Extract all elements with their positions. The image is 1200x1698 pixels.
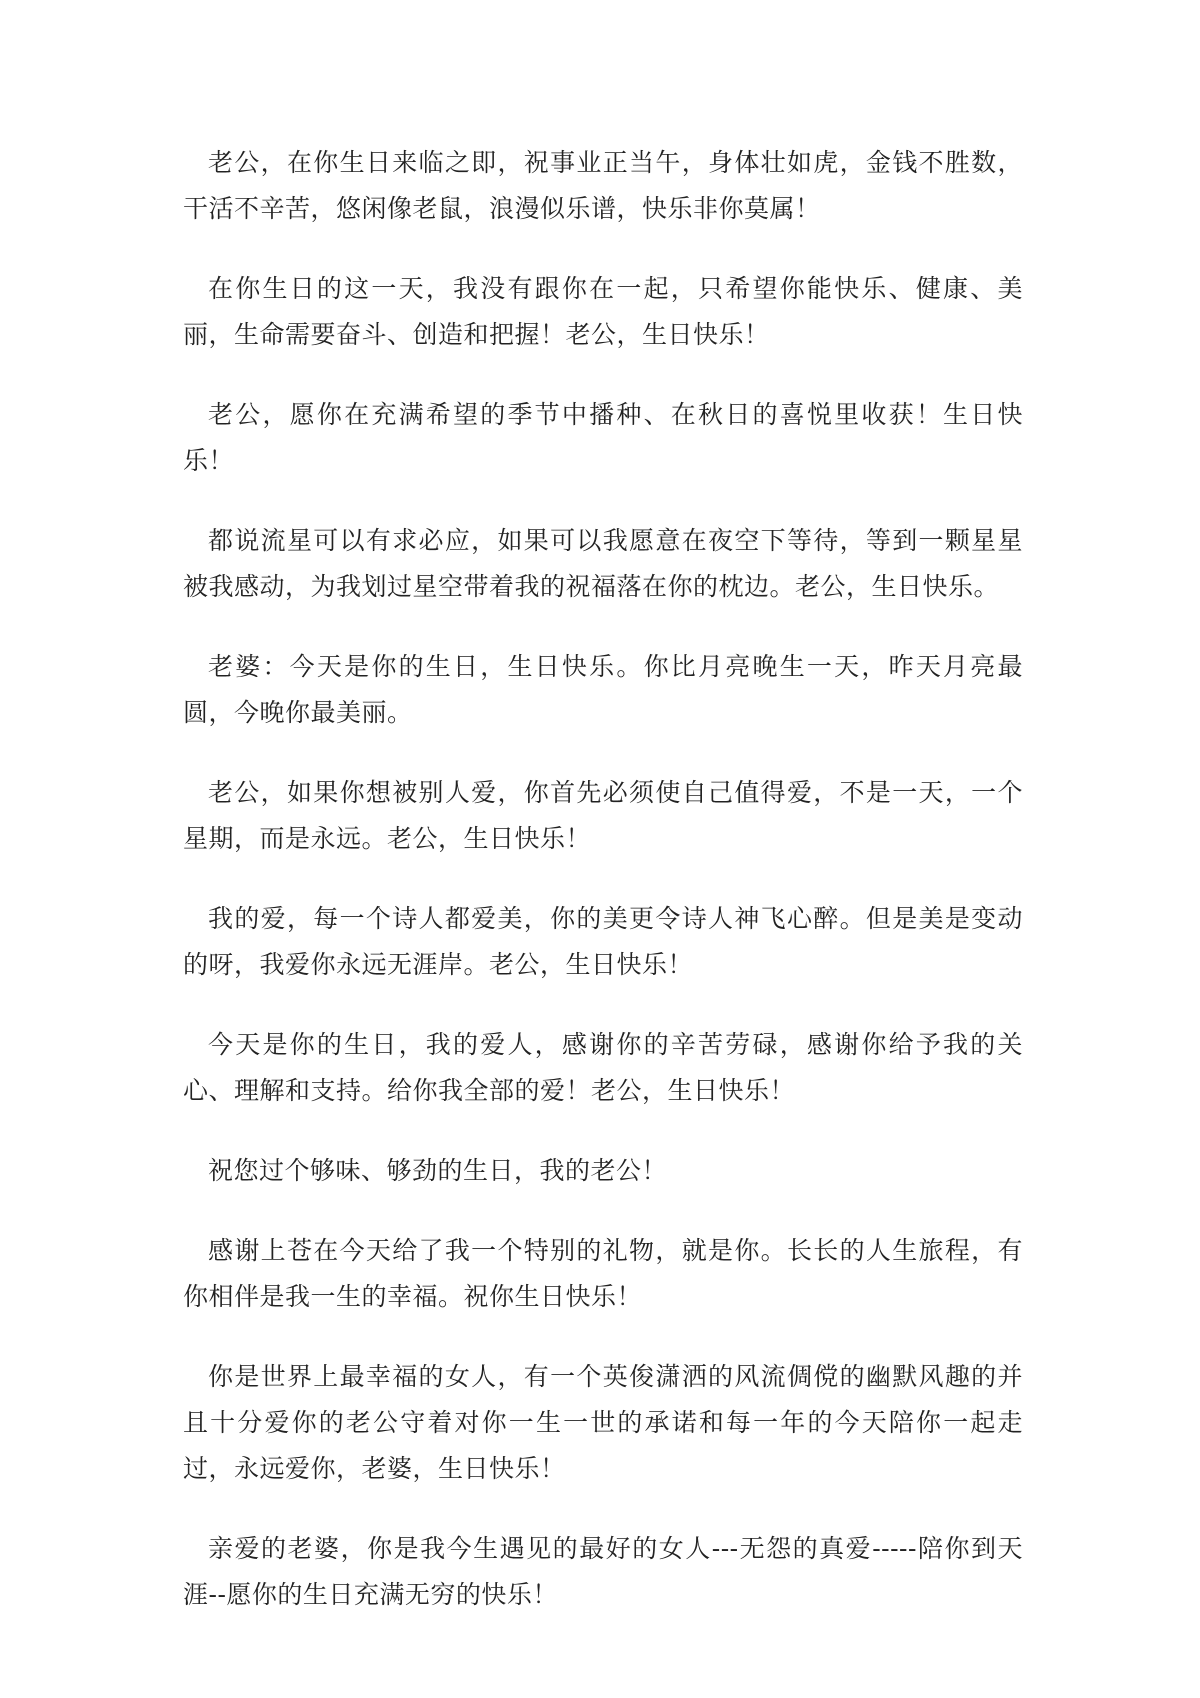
paragraph-9: 祝您过个够味、够劲的生日，我的老公！: [208, 1156, 668, 1185]
paragraph-6: 老公，如果你想被别人爱，你首先必须使自己值得爱，不是一天，一个星期，而是永远。老公，生日快乐！: [183, 778, 1023, 853]
paragraph-1: 老公，在你生日来临之即，祝事业正当午，身体壮如虎，金钱不胜数，干活不辛苦，悠闲像老鼠，浪漫似乐谱，快乐非你莫属！: [183, 148, 1023, 223]
paragraph-12: 亲爱的老婆，你是我今生遇见的最好的女人---无怨的真爱-----陪你到天涯--愿你的生日充满无穷的快乐！: [183, 1534, 1023, 1609]
paragraph-8: 今天是你的生日，我的爱人，感谢你的辛苦劳碌，感谢你给予我的关心、理解和支持。给你我全部的爱！老公，生日快乐！: [183, 1030, 1023, 1105]
paragraph-4: 都说流星可以有求必应，如果可以我愿意在夜空下等待，等到一颗星星被我感动，为我划过星空带着我的祝福落在你的枕边。老公，生日快乐。: [183, 526, 1023, 601]
document-body: [183, 140, 1023, 1652]
paragraph-10: 感谢上苍在今天给了我一个特别的礼物，就是你。长长的人生旅程，有你相伴是我一生的幸福。祝你生日快乐！: [183, 1236, 1023, 1311]
paragraph-11: 你是世界上最幸福的女人，有一个英俊潇洒的风流倜傥的幽默风趣的并且十分爱你的老公守着对你一生一世的承诺和每一年的今天陪你一起走过，永远爱你，老婆，生日快乐！: [183, 1362, 1023, 1483]
paragraph-2: 在你生日的这一天，我没有跟你在一起，只希望你能快乐、健康、美丽，生命需要奋斗、创造和把握！老公，生日快乐！: [183, 274, 1023, 349]
paragraph-5: 老婆：今天是你的生日，生日快乐。你比月亮晚生一天，昨天月亮最圆，今晚你最美丽。: [183, 652, 1023, 727]
paragraph-3: 老公，愿你在充满希望的季节中播种、在秋日的喜悦里收获！生日快乐！: [183, 400, 1023, 475]
paragraph-7: 我的爱，每一个诗人都爱美，你的美更令诗人神飞心醉。但是美是变动的呀，我爱你永远无涯岸。老公，生日快乐！: [183, 904, 1023, 979]
